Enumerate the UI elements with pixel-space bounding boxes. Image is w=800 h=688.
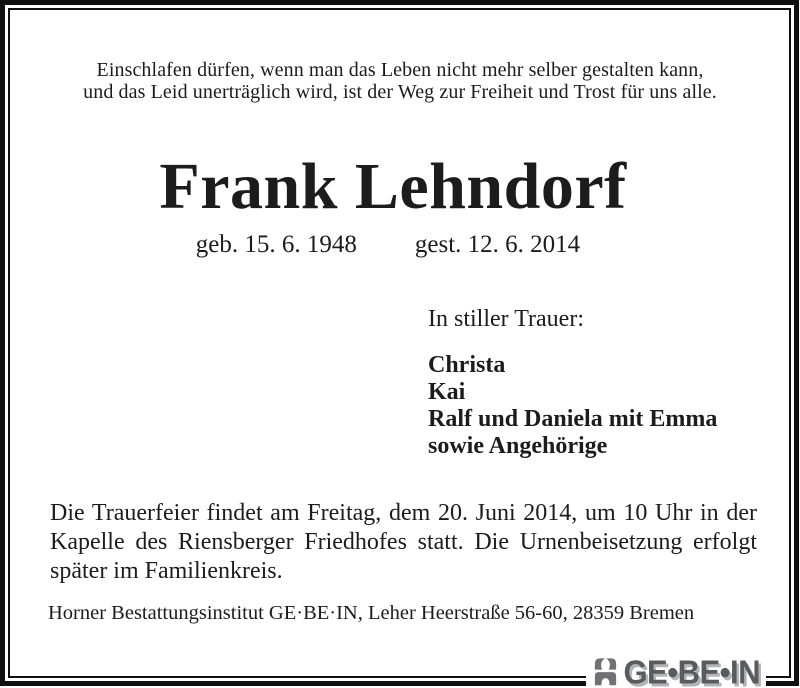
gebein-logo: [586, 654, 766, 687]
deceased-name: Frank Lehndorf: [159, 150, 627, 223]
epigraph: [30, 60, 770, 103]
epigraph-line-1: Einschlafen dürfen, wenn man das Leben nicht mehr selber gestalten kann,: [96, 59, 704, 81]
birth-date: geb. 15. 6. 1948: [195, 231, 357, 258]
mourners-block: [428, 306, 717, 460]
mourner-name: sowie Angehörige: [428, 433, 608, 459]
mourner-name: Ralf und Daniela mit Emma: [428, 406, 718, 432]
funeral-info-paragraph: Die Trauerfeier findet am Freitag, dem 20. Juni 2014, um 10 Uhr in der Kapelle des Riensberger Friedhofes statt. Die Urnenbeisetzung erfolgt später im Familienkreis.: [50, 500, 757, 584]
death-date: gest. 12. 6. 2014: [414, 231, 581, 258]
mourners-intro: In stiller Trauer:: [428, 306, 584, 332]
gebein-figure-icon: [593, 656, 618, 687]
epigraph-line-2: und das Leid unerträglich wird, ist der Weg zur Freiheit und Trost für uns alle.: [83, 80, 717, 103]
gebein-logo-text: GE•BE•IN: [623, 653, 760, 688]
mourner-name: Christa: [428, 352, 506, 378]
life-dates: [0, 231, 776, 259]
institute-line: Horner Bestattungsinstitut GE·BE·IN, Leher Heerstraße 56-60, 28359 Bremen: [48, 602, 695, 624]
mourner-name: Kai: [428, 379, 466, 405]
